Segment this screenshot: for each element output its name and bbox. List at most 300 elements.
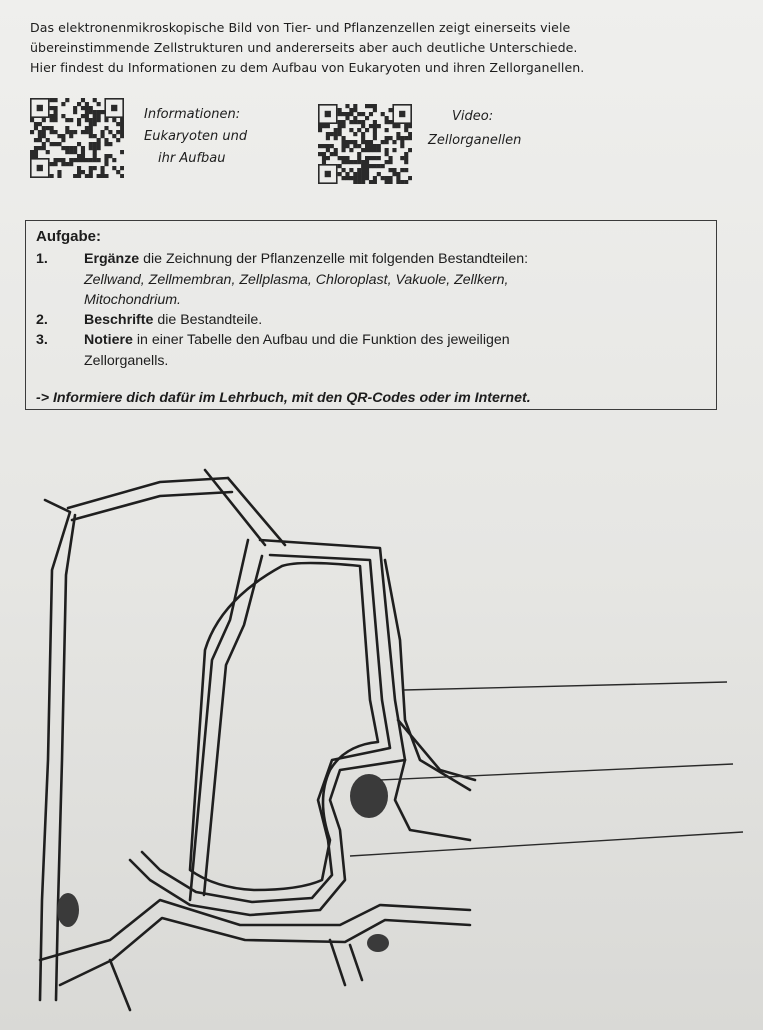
qr-module xyxy=(93,154,97,158)
qr-module xyxy=(396,124,400,128)
qr-module xyxy=(73,106,77,110)
qr-module xyxy=(65,146,69,150)
qr-module xyxy=(330,144,334,148)
qr-module xyxy=(46,150,50,154)
qr-module xyxy=(322,160,326,164)
qr-module xyxy=(93,158,97,162)
qr-module xyxy=(81,170,85,174)
qr-module xyxy=(353,180,357,184)
qr-module xyxy=(104,174,108,178)
qr-module xyxy=(357,168,361,172)
qr-module xyxy=(361,168,365,172)
qr-module xyxy=(377,144,381,148)
qr-module xyxy=(97,142,101,146)
lower-wall-2 xyxy=(60,918,470,985)
qr-module xyxy=(369,112,373,116)
qr-module xyxy=(77,142,81,146)
qr-module xyxy=(116,122,120,126)
qr-module xyxy=(361,172,365,176)
qr-module xyxy=(389,180,393,184)
qr-module xyxy=(349,160,353,164)
qr-module xyxy=(73,146,77,150)
qr-module xyxy=(104,118,108,122)
qr-module xyxy=(342,148,346,152)
qr-module xyxy=(65,162,69,166)
qr-module xyxy=(120,126,124,130)
qr-module xyxy=(326,156,330,160)
qr-video-label-2: Zellorganellen xyxy=(428,133,522,148)
qr-module xyxy=(318,144,322,148)
qr-module xyxy=(81,98,85,102)
qr-module xyxy=(46,138,50,142)
qr-module xyxy=(381,112,385,116)
qr-module xyxy=(50,106,54,110)
qr-module xyxy=(61,158,65,162)
qr-module xyxy=(46,126,50,130)
qr-module xyxy=(104,142,108,146)
task-text: in einer Tabelle den Aufbau und die Funktion des jeweiligen xyxy=(132,332,510,349)
qr-module xyxy=(385,136,389,140)
qr-module xyxy=(385,152,389,156)
qr-module xyxy=(408,124,412,128)
qr-module xyxy=(365,128,369,132)
qr-module xyxy=(369,156,373,160)
cell-wall-left-outer xyxy=(40,500,70,1000)
qr-module xyxy=(353,116,357,120)
qr-module xyxy=(377,172,381,176)
task-box xyxy=(25,220,717,410)
qr-module xyxy=(404,180,408,184)
task-number: 2. xyxy=(36,312,48,329)
qr-module xyxy=(89,142,93,146)
qr-module xyxy=(365,144,369,148)
qr-module xyxy=(54,130,58,134)
qr-module xyxy=(85,174,89,178)
qr-module xyxy=(373,176,377,180)
qr-module xyxy=(408,148,412,152)
intro-line-1: Das elektronenmikroskopische Bild von Tier- und Pflanzenzellen zeigt einerseits viele xyxy=(30,20,571,35)
qr-module xyxy=(77,158,81,162)
qr-module xyxy=(334,148,338,152)
qr-module xyxy=(353,172,357,176)
qr-module xyxy=(381,140,385,144)
qr-module xyxy=(69,150,73,154)
qr-module xyxy=(73,130,77,134)
qr-module xyxy=(400,168,404,172)
qr-module xyxy=(389,120,393,124)
qr-module xyxy=(61,134,65,138)
qr-module xyxy=(57,134,61,138)
qr-module xyxy=(85,106,89,110)
qr-module xyxy=(73,150,77,154)
qr-module xyxy=(353,140,357,144)
qr-module xyxy=(322,156,326,160)
qr-module xyxy=(385,160,389,164)
qr-module xyxy=(345,176,349,180)
qr-module xyxy=(42,118,46,122)
task-item-1-parts: Zellwand, Zellmembran, Zellplasma, Chloroplast, Vakuole, Zellkern, xyxy=(84,271,509,288)
qr-module xyxy=(338,132,342,136)
qr-module xyxy=(353,160,357,164)
qr-module xyxy=(385,120,389,124)
qr-module xyxy=(65,98,69,102)
qr-module xyxy=(69,130,73,134)
qr-video-label-1: Video: xyxy=(452,109,494,124)
qr-module xyxy=(357,152,361,156)
nucleus xyxy=(350,774,388,818)
qr-module xyxy=(373,108,377,112)
qr-module xyxy=(349,148,353,152)
qr-module xyxy=(104,126,108,130)
qr-module xyxy=(112,134,116,138)
qr-module xyxy=(34,126,38,130)
task-item-3 xyxy=(36,330,706,350)
qr-module xyxy=(330,152,334,156)
qr-module xyxy=(373,120,377,124)
qr-module xyxy=(365,156,369,160)
qr-module xyxy=(30,130,34,134)
qr-module xyxy=(101,170,105,174)
qr-module xyxy=(404,128,408,132)
task-number: 3. xyxy=(36,332,48,349)
qr-finder-center xyxy=(37,165,43,171)
label-line-1 xyxy=(404,682,727,690)
qr-module xyxy=(322,124,326,128)
qr-module xyxy=(353,132,357,136)
qr-module xyxy=(400,144,404,148)
qr-module xyxy=(404,160,408,164)
qr-module xyxy=(61,102,65,106)
qr-module xyxy=(365,168,369,172)
qr-module xyxy=(338,156,342,160)
qr-module xyxy=(392,168,396,172)
qr-module xyxy=(50,162,54,166)
qr-module xyxy=(77,166,81,170)
qr-module xyxy=(326,132,330,136)
qr-module xyxy=(342,176,346,180)
qr-module xyxy=(97,158,101,162)
qr-module xyxy=(373,164,377,168)
task-text: die Bestandteile. xyxy=(153,312,263,329)
qr-module xyxy=(365,172,369,176)
qr-module xyxy=(73,110,77,114)
qr-module xyxy=(345,116,349,120)
qr-module xyxy=(396,176,400,180)
task-item-1 xyxy=(36,249,706,269)
qr-module xyxy=(385,116,389,120)
qr-module xyxy=(353,104,357,108)
qr-module xyxy=(34,138,38,142)
qr-module xyxy=(369,144,373,148)
qr-module xyxy=(42,142,46,146)
qr-module xyxy=(54,114,58,118)
qr-module xyxy=(97,114,101,118)
qr-module xyxy=(61,138,65,142)
task-verb: Notiere xyxy=(84,332,133,349)
main-cell-wall-outer xyxy=(130,540,405,915)
qr-module xyxy=(65,150,69,154)
qr-module xyxy=(89,158,93,162)
qr-module xyxy=(116,170,120,174)
qr-module xyxy=(81,130,85,134)
qr-module xyxy=(349,140,353,144)
qr-module xyxy=(93,122,97,126)
intro-line-2: übereinstimmende Zellstrukturen und andererseits aber auch deutliche Unterschiede. xyxy=(30,40,578,55)
qr-module xyxy=(101,110,105,114)
qr-code-icon[interactable] xyxy=(30,98,124,178)
qr-module xyxy=(326,136,330,140)
qr-module xyxy=(93,134,97,138)
qr-module xyxy=(81,114,85,118)
qr-module xyxy=(373,148,377,152)
qr-module xyxy=(338,164,342,168)
qr-module xyxy=(93,98,97,102)
qr-module xyxy=(50,98,54,102)
qr-module xyxy=(120,134,124,138)
qr-module xyxy=(385,148,389,152)
qr-finder-center xyxy=(111,105,117,111)
qr-module xyxy=(65,118,69,122)
cell-left-wall-main-outer xyxy=(190,540,248,900)
qr-module xyxy=(101,166,105,170)
qr-module xyxy=(408,136,412,140)
qr-module xyxy=(57,142,61,146)
qr-module xyxy=(89,134,93,138)
qr-module xyxy=(34,154,38,158)
qr-module xyxy=(42,134,46,138)
qr-module xyxy=(353,120,357,124)
qr-module xyxy=(97,174,101,178)
qr-module xyxy=(404,156,408,160)
qr-module xyxy=(57,170,61,174)
qr-code-icon[interactable] xyxy=(318,104,412,184)
qr-module xyxy=(342,120,346,124)
cell-wall-top-left-2 xyxy=(72,492,232,520)
qr-module xyxy=(93,114,97,118)
qr-module xyxy=(373,104,377,108)
qr-finder-center xyxy=(399,111,405,117)
qr-module xyxy=(69,146,73,150)
qr-module xyxy=(365,148,369,152)
qr-module xyxy=(318,152,322,156)
right-wall-1 xyxy=(385,560,470,790)
qr-module xyxy=(361,176,365,180)
lower-wall-4 xyxy=(350,945,362,980)
qr-module xyxy=(81,150,85,154)
qr-code-video-icon xyxy=(318,104,412,184)
qr-module xyxy=(318,128,322,132)
qr-module xyxy=(97,146,101,150)
qr-module xyxy=(334,136,338,140)
qr-module xyxy=(353,144,357,148)
qr-module xyxy=(104,162,108,166)
qr-module xyxy=(338,120,342,124)
qr-module xyxy=(85,110,89,114)
qr-module xyxy=(50,114,54,118)
nucleus-bottom xyxy=(367,934,389,952)
qr-module xyxy=(81,154,85,158)
qr-module xyxy=(365,116,369,120)
qr-module xyxy=(42,130,46,134)
cell-wall-left-inner xyxy=(56,515,75,1000)
qr-module xyxy=(42,126,46,130)
qr-module xyxy=(369,180,373,184)
qr-module xyxy=(116,138,120,142)
qr-module xyxy=(326,124,330,128)
qr-info-label-1: Informationen: xyxy=(144,107,241,122)
qr-module xyxy=(85,118,89,122)
qr-module xyxy=(408,132,412,136)
qr-module xyxy=(38,122,42,126)
qr-module xyxy=(365,176,369,180)
qr-module xyxy=(361,180,365,184)
qr-module xyxy=(89,146,93,150)
qr-module xyxy=(50,130,54,134)
qr-module xyxy=(396,172,400,176)
qr-module xyxy=(112,166,116,170)
qr-module xyxy=(357,176,361,180)
qr-module xyxy=(81,106,85,110)
qr-module xyxy=(30,118,34,122)
intro-text xyxy=(30,18,730,78)
task-text: die Zeichnung der Pflanzenzelle mit folgenden Bestandteilen: xyxy=(139,251,529,268)
main-cell-wall-inner xyxy=(142,555,390,902)
qr-module xyxy=(85,130,89,134)
task-verb: Beschrifte xyxy=(84,312,154,329)
cell-wall-diag-2 xyxy=(228,478,285,545)
qr-module xyxy=(404,124,408,128)
qr-module xyxy=(93,110,97,114)
qr-module xyxy=(404,168,408,172)
qr-module xyxy=(334,152,338,156)
qr-module xyxy=(361,132,365,136)
qr-module xyxy=(396,180,400,184)
task-title: Aufgabe: xyxy=(36,228,101,245)
qr-module xyxy=(361,124,365,128)
qr-module xyxy=(373,124,377,128)
qr-info-label-2: Eukaryoten und xyxy=(144,129,248,144)
qr-module xyxy=(361,140,365,144)
qr-module xyxy=(30,150,34,154)
qr-module xyxy=(85,126,89,130)
task-item-2 xyxy=(36,310,706,330)
qr-module xyxy=(400,140,404,144)
qr-module xyxy=(342,136,346,140)
qr-module xyxy=(357,112,361,116)
qr-module xyxy=(361,136,365,140)
nucleus-left xyxy=(57,893,79,927)
right-wall-2 xyxy=(398,720,475,780)
qr-module xyxy=(38,130,42,134)
qr-module xyxy=(392,172,396,176)
qr-module xyxy=(30,154,34,158)
qr-module xyxy=(357,144,361,148)
qr-module xyxy=(361,164,365,168)
qr-module xyxy=(97,138,101,142)
qr-module xyxy=(65,130,69,134)
qr-module xyxy=(326,148,330,152)
qr-module xyxy=(361,120,365,124)
qr-module xyxy=(104,138,108,142)
qr-module xyxy=(369,104,373,108)
qr-module xyxy=(120,122,124,126)
qr-module xyxy=(338,172,342,176)
qr-module xyxy=(104,154,108,158)
qr-module xyxy=(349,120,353,124)
qr-module xyxy=(108,130,112,134)
qr-module xyxy=(57,174,61,178)
qr-module xyxy=(89,122,93,126)
qr-module xyxy=(34,150,38,154)
qr-module xyxy=(385,180,389,184)
cell-membrane xyxy=(190,563,378,890)
qr-module xyxy=(353,176,357,180)
qr-module xyxy=(93,150,97,154)
qr-module xyxy=(345,112,349,116)
qr-module xyxy=(381,176,385,180)
qr-module xyxy=(369,140,373,144)
qr-module xyxy=(357,156,361,160)
qr-module xyxy=(85,158,89,162)
qr-module xyxy=(54,110,58,114)
qr-module xyxy=(330,132,334,136)
qr-module xyxy=(69,162,73,166)
qr-module xyxy=(369,148,373,152)
lower-wall-3 xyxy=(330,940,345,985)
qr-module xyxy=(54,98,58,102)
qr-module xyxy=(73,174,77,178)
qr-module xyxy=(404,136,408,140)
task-item-3-cont: Zellorganells. xyxy=(84,352,169,369)
qr-module xyxy=(345,140,349,144)
qr-module xyxy=(357,180,361,184)
qr-module xyxy=(93,142,97,146)
qr-module xyxy=(93,118,97,122)
qr-module xyxy=(50,118,54,122)
qr-module xyxy=(81,146,85,150)
task-verb: Ergänze xyxy=(84,251,140,268)
task-item-1-parts-end: Mitochondrium. xyxy=(84,291,181,308)
qr-module xyxy=(396,132,400,136)
task-note: -> Informiere dich dafür im Lehrbuch, mit den QR-Codes oder im Internet. xyxy=(36,390,531,407)
qr-module xyxy=(89,126,93,130)
qr-module xyxy=(77,122,81,126)
qr-module xyxy=(389,108,393,112)
qr-module xyxy=(389,168,393,172)
qr-module xyxy=(338,124,342,128)
qr-module xyxy=(108,154,112,158)
qr-module xyxy=(369,164,373,168)
qr-module xyxy=(357,160,361,164)
qr-module xyxy=(381,164,385,168)
qr-module xyxy=(342,168,346,172)
lower-wall-1 xyxy=(40,900,470,960)
qr-module xyxy=(349,168,353,172)
cell-left-wall-main-inner xyxy=(204,556,262,895)
qr-module xyxy=(54,118,58,122)
qr-module xyxy=(34,122,38,126)
qr-module xyxy=(61,162,65,166)
task-number: 1. xyxy=(36,251,48,268)
qr-module xyxy=(77,118,81,122)
qr-module xyxy=(101,134,105,138)
qr-module xyxy=(377,156,381,160)
qr-module xyxy=(50,126,54,130)
qr-module xyxy=(361,160,365,164)
qr-module xyxy=(50,142,54,146)
qr-module xyxy=(345,172,349,176)
qr-finder-center xyxy=(37,105,43,111)
